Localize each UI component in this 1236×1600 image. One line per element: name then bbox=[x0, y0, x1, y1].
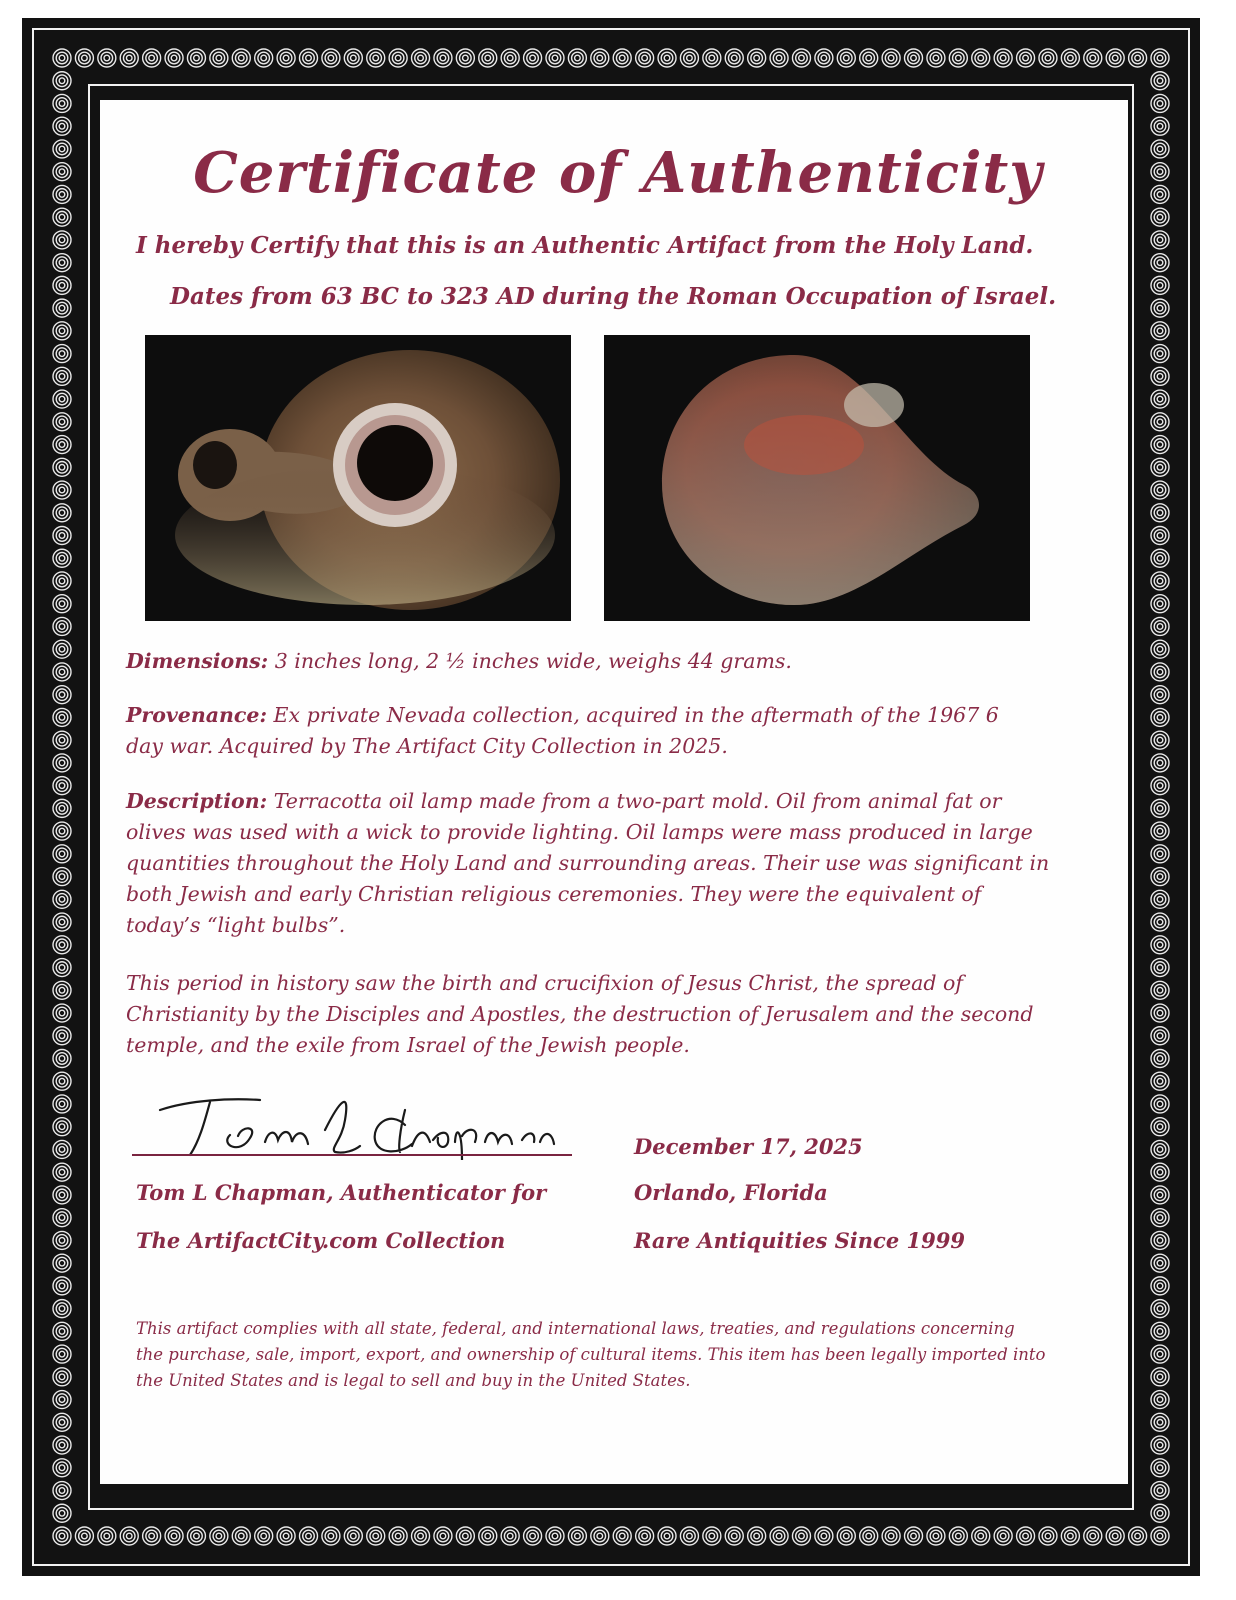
description-text: Terracotta oil lamp made from a two-part mold. Oil from animal fat or olives was used with a wick to provide lighting. Oil lamps were mass produced in large quantities throughout the Holy Land and surrounding areas. Their use was significant in both Jewish and early Christian religious ceremonies. They were the equivalent of today’s “light bulbs”. bbox=[126, 789, 1050, 937]
signature-line bbox=[132, 1154, 572, 1156]
certificate-title: Certificate of Authenticity bbox=[193, 140, 1043, 206]
certificate-subtitle-2: Dates from 63 BC to 323 AD during the Roman Occupation of Israel. bbox=[170, 283, 1057, 310]
artifact-photo-top bbox=[145, 335, 571, 621]
description-paragraph bbox=[126, 786, 1061, 941]
dimensions-paragraph bbox=[126, 646, 1086, 677]
authenticator-name: Tom L Chapman, Authenticator for bbox=[136, 1180, 547, 1205]
certificate-date: December 17, 2025 bbox=[634, 1134, 863, 1159]
history-paragraph: This period in history saw the birth and crucifixion of Jesus Christ, the spread of Christianity by the Disciples and Apostles, the destruction of Jerusalem and the second temple, and the exile from Israel of the Jewish people. bbox=[126, 971, 1034, 1057]
provenance-label: Provenance: bbox=[126, 703, 268, 727]
company-tagline: Rare Antiquities Since 1999 bbox=[634, 1228, 965, 1253]
certificate-subtitle-1: I hereby Certify that this is an Authentic Artifact from the Holy Land. bbox=[136, 232, 1034, 259]
description-label: Description: bbox=[126, 789, 268, 813]
provenance-paragraph bbox=[126, 700, 1026, 762]
dimensions-text: 3 inches long, 2 ½ inches wide, weighs 44 grams. bbox=[268, 649, 792, 673]
handwritten-signature bbox=[150, 1070, 570, 1160]
authenticator-organization: The ArtifactCity.com Collection bbox=[136, 1228, 506, 1253]
provenance-text: Ex private Nevada collection, acquired in the aftermath of the 1967 6 day war. Acquired by The Artifact City Collection in 2025. bbox=[126, 703, 999, 758]
certificate-location: Orlando, Florida bbox=[634, 1180, 828, 1205]
dimensions-label: Dimensions: bbox=[126, 649, 269, 673]
legal-compliance-text: This artifact complies with all state, federal, and international laws, treaties, and regulations concerning the purchase, sale, import, export, and ownership of cultural items. This item has been legally imported into the United States and is legal to sell and buy in the United States. bbox=[136, 1319, 1046, 1390]
artifact-photo-bottom bbox=[604, 335, 1030, 621]
